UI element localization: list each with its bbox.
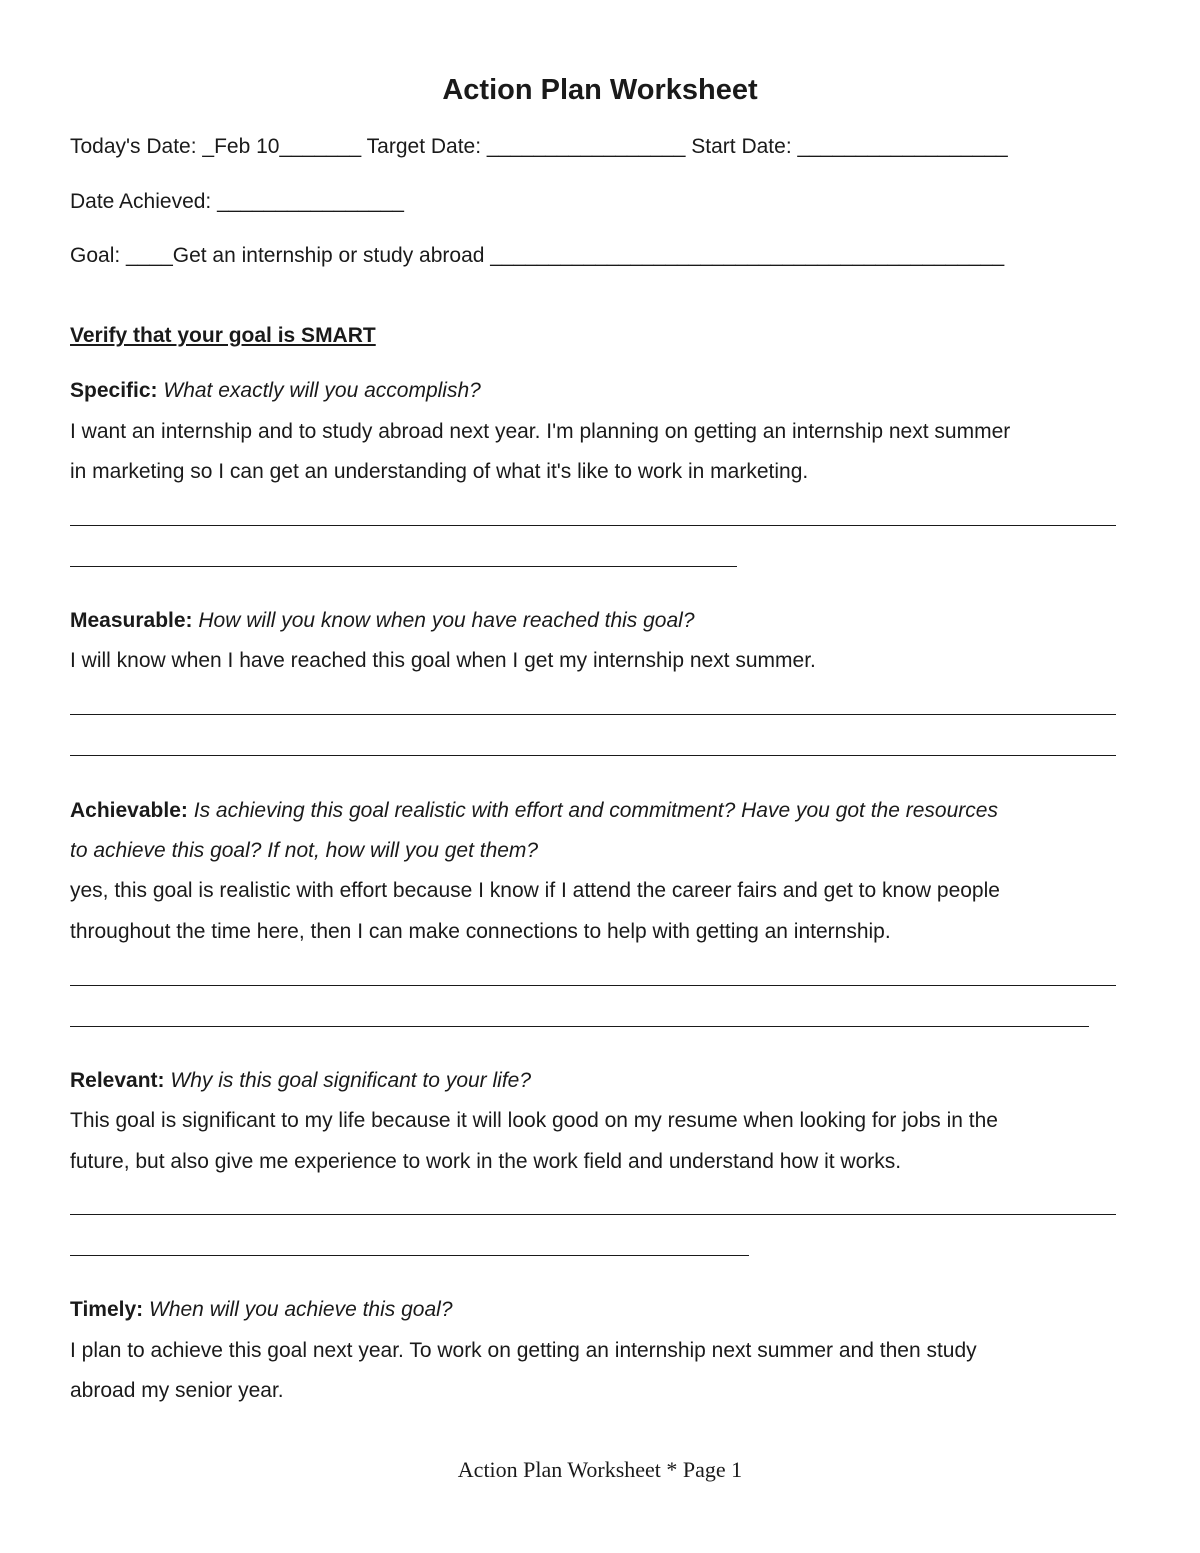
achievable-blank-line-1 [70, 985, 1116, 986]
specific-label: Specific: [70, 379, 158, 402]
specific-answer-line-1: I want an internship and to study abroad next year. I'm planning on getting an internship next summer [70, 420, 1011, 443]
measurable-label: Measurable: [70, 609, 193, 632]
timely-prompt [70, 1295, 453, 1325]
measurable-blank-line-1 [70, 714, 1116, 715]
timely-answer-line-2: abroad my senior year. [70, 1379, 284, 1402]
relevant-label: Relevant: [70, 1069, 165, 1092]
measurable-answer-line-1: I will know when I have reached this goal when I get my internship next summer. [70, 649, 816, 672]
achievable-prompt [70, 796, 998, 826]
timely-label: Timely: [70, 1298, 144, 1321]
document-title: Action Plan Worksheet [442, 74, 758, 106]
specific-question: What exactly will you accomplish? [163, 379, 481, 402]
relevant-blank-line-2 [70, 1255, 749, 1256]
achievable-answer-line-1: yes, this goal is realistic with effort because I know if I attend the career fairs and get to know people [70, 879, 1000, 902]
dates-line: Today's Date: _Feb 10_______ Target Date: _________________ Start Date: __________________ [70, 135, 1008, 158]
relevant-question: Why is this goal significant to your life? [170, 1069, 532, 1092]
relevant-blank-line-1 [70, 1214, 1116, 1215]
achievable-label: Achievable: [70, 799, 188, 822]
achievable-blank-line-2 [70, 1026, 1089, 1027]
measurable-question: How will you know when you have reached this goal? [198, 609, 695, 632]
specific-blank-line-1 [70, 525, 1116, 526]
relevant-answer-line-2: future, but also give me experience to work in the work field and understand how it works. [70, 1150, 902, 1173]
specific-answer-line-2: in marketing so I can get an understanding of what it's like to work in marketing. [70, 460, 809, 483]
achievable-answer-line-2: throughout the time here, then I can make connections to help with getting an internship. [70, 920, 891, 943]
measurable-blank-line-2 [70, 755, 1116, 756]
goal-line: Goal: ____Get an internship or study abroad ____________________________________________ [70, 244, 1005, 267]
date-achieved-line: Date Achieved: ________________ [70, 190, 404, 213]
timely-question: When will you achieve this goal? [149, 1298, 453, 1321]
timely-answer-line-1: I plan to achieve this goal next year. To work on getting an internship next summer and then study [70, 1339, 977, 1362]
relevant-prompt [70, 1066, 531, 1096]
achievable-question-line-2: to achieve this goal? If not, how will you get them? [70, 839, 539, 862]
measurable-prompt [70, 606, 695, 636]
page-footer: Action Plan Worksheet * Page 1 [457, 1457, 743, 1482]
smart-heading: Verify that your goal is SMART [70, 324, 376, 347]
achievable-question-line-1: Is achieving this goal realistic with effort and commitment? Have you got the resources [193, 799, 998, 822]
specific-blank-line-2 [70, 566, 737, 567]
specific-prompt [70, 376, 481, 406]
relevant-answer-line-1: This goal is significant to my life because it will look good on my resume when looking for jobs in the [70, 1109, 998, 1132]
